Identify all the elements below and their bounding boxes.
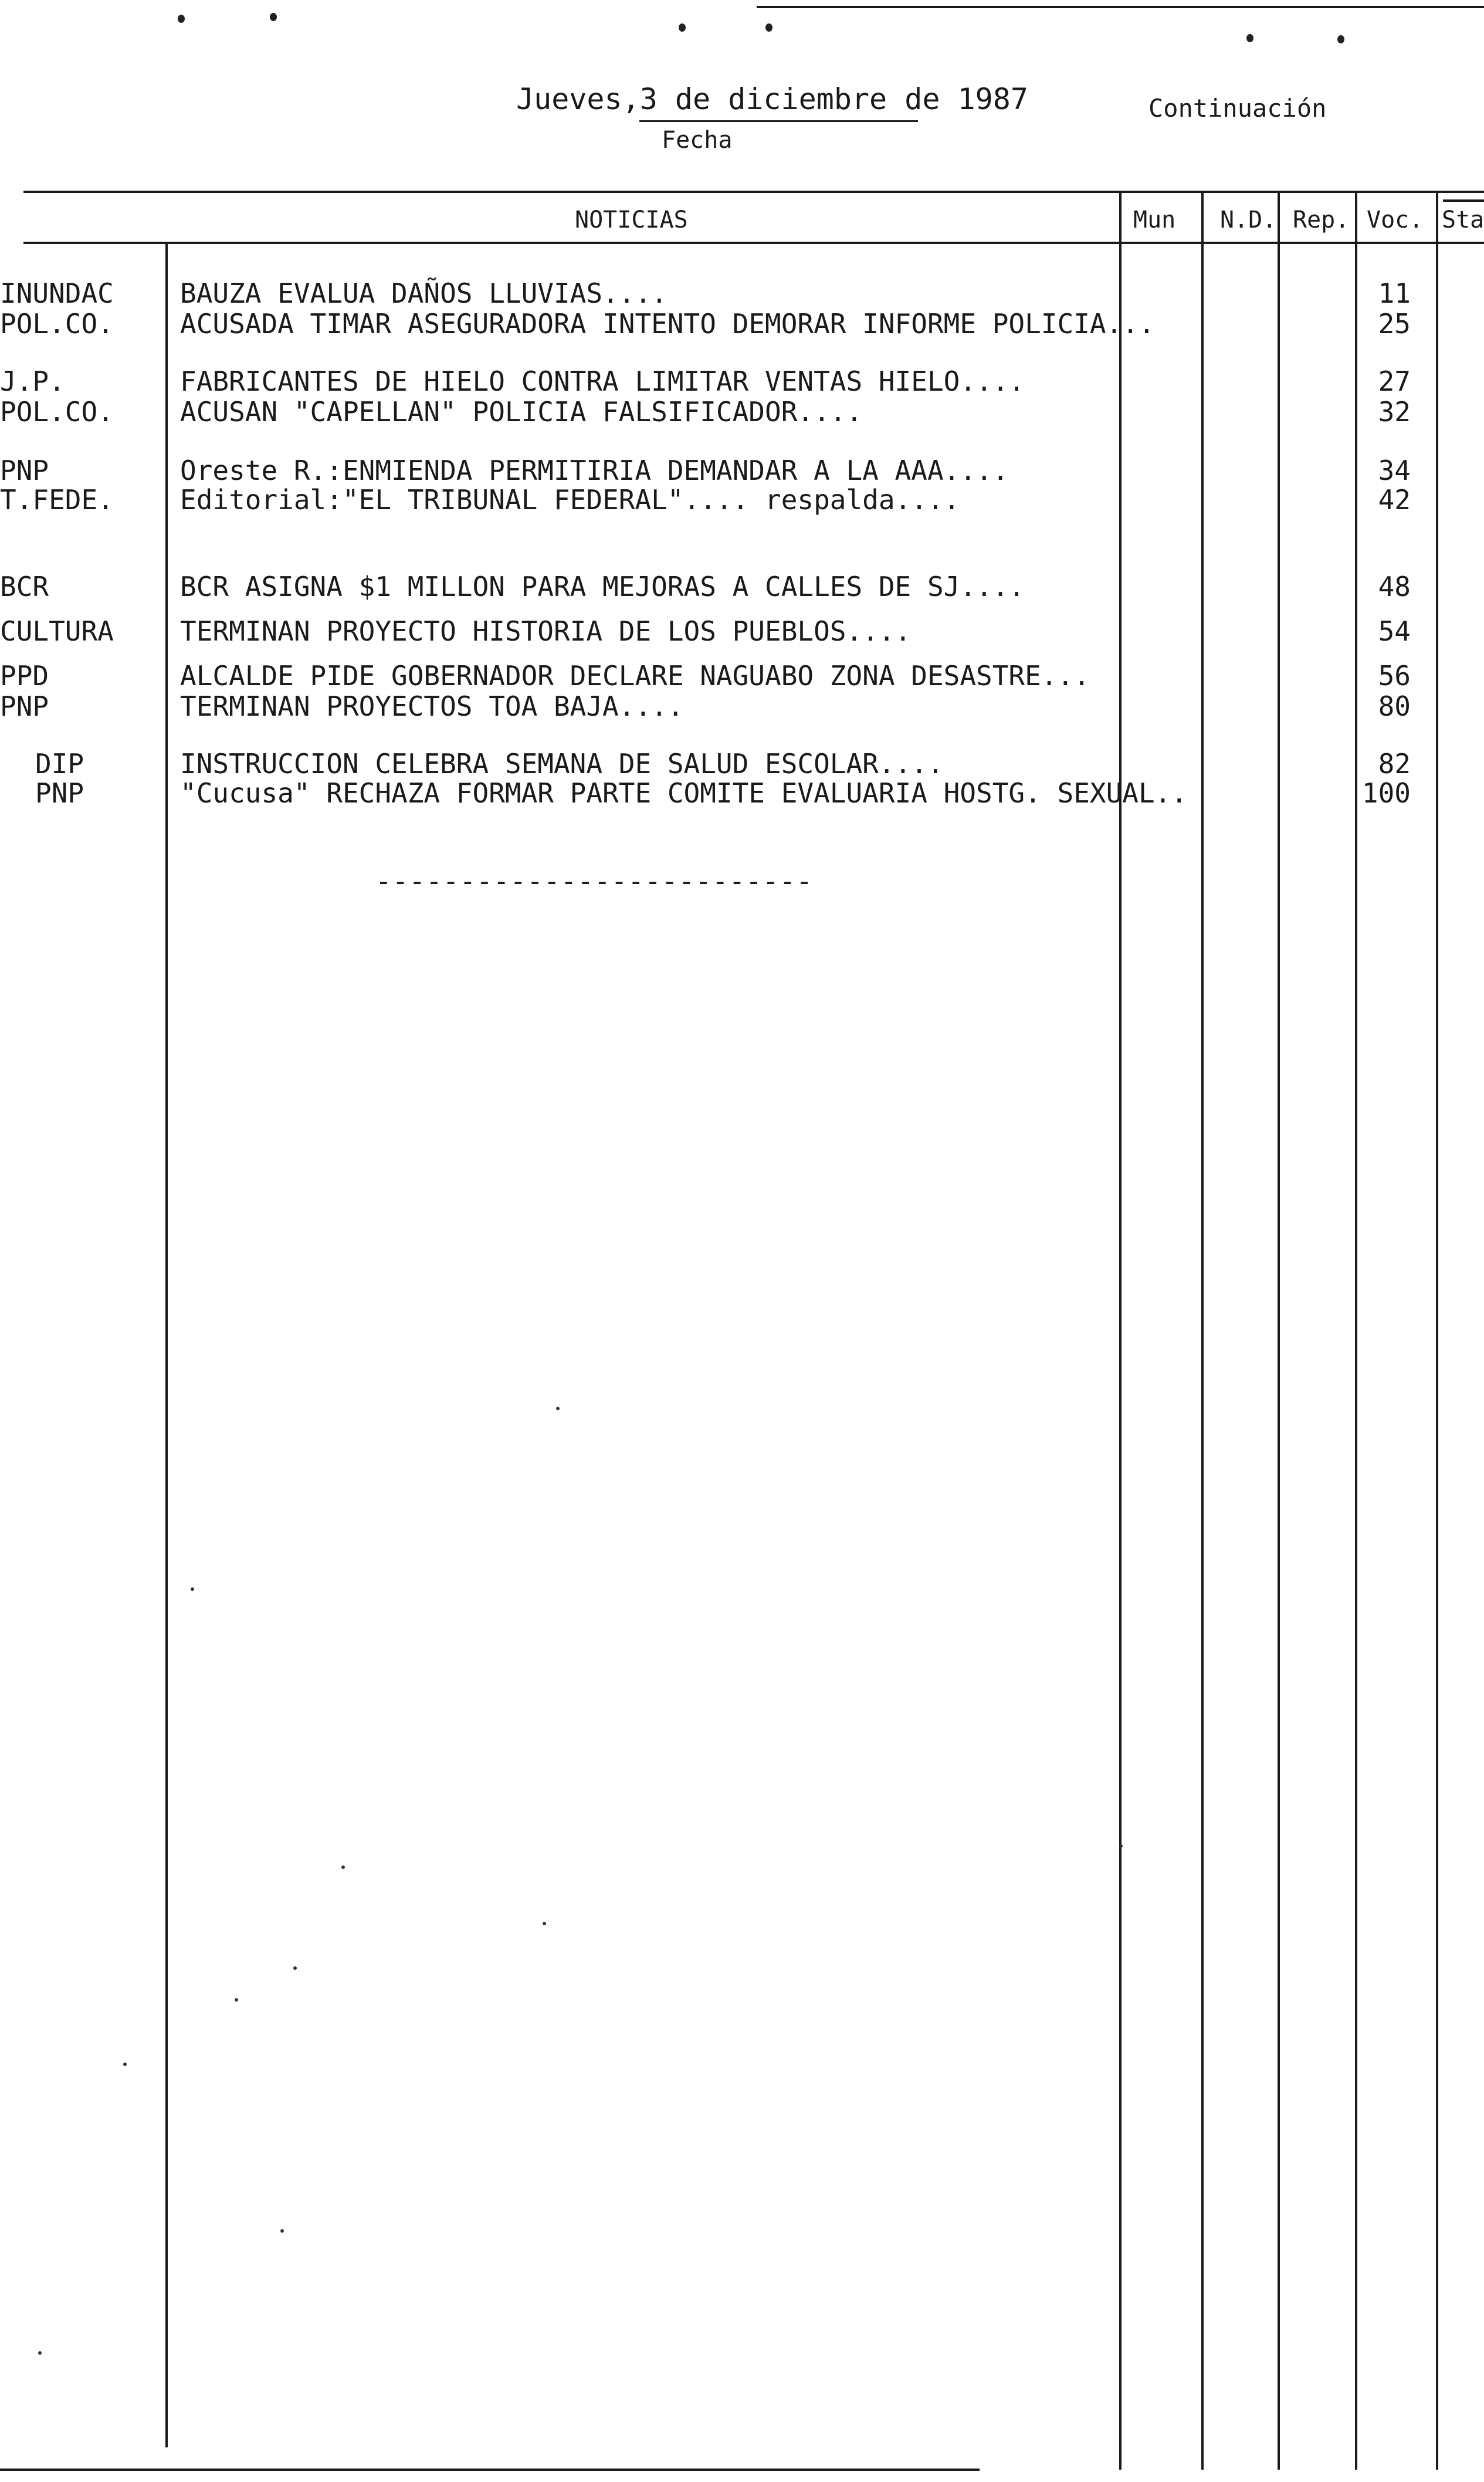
table-row [0, 691, 1484, 722]
binder-hole-mark [765, 23, 773, 32]
news-title: ACUSADA TIMAR ASEGURADORA INTENTO DEMORAR INFORME POLICIA... [180, 308, 1155, 340]
section-code: BCR [0, 571, 49, 602]
table-row [0, 778, 1484, 808]
table-row [0, 661, 1484, 691]
section-code: PNP [0, 690, 49, 722]
scan-speck [293, 1966, 297, 1970]
news-title: BAUZA EVALUA DAÑOS LLUVIAS.... [180, 277, 668, 309]
section-code: PNP [0, 455, 49, 486]
date-heading: Jueves,3 de diciembre de 1987 [516, 82, 1028, 116]
page-number: 56 [1378, 660, 1411, 692]
news-title: Oreste R.:ENMIENDA PERMITIRIA DEMANDAR A LA AAA.... [180, 455, 1009, 486]
page-number: 32 [1378, 396, 1411, 428]
section-code: DIP [35, 748, 84, 780]
column-header-sta: Sta [1442, 206, 1484, 233]
section-code: POL.CO. [0, 308, 114, 340]
date-label: Fecha [662, 127, 733, 154]
page-number: 82 [1378, 748, 1411, 780]
section-code: PPD [0, 660, 49, 692]
table-header-tick [1443, 199, 1484, 202]
news-title: "Cucusa" RECHAZA FORMAR PARTE COMITE EVALUARIA HOSTG. SEXUAL.. [180, 777, 1188, 809]
news-title: INSTRUCCION CELEBRA SEMANA DE SALUD ESCOLAR.... [180, 748, 944, 780]
news-title: ACUSAN "CAPELLAN" POLICIA FALSIFICADOR.... [180, 396, 863, 428]
section-code: J.P. [0, 365, 65, 397]
column-header-mun: Mun [1133, 206, 1176, 233]
bottom-edge-rule [0, 2469, 980, 2471]
scan-speck [235, 1998, 238, 2002]
end-separator: -------------------------- [375, 865, 814, 897]
page-number: 100 [1361, 777, 1411, 809]
scan-speck [280, 2229, 284, 2233]
rep-column-divider [1278, 191, 1280, 2470]
table-header-rule [23, 242, 1484, 244]
column-header-noticias: NOTICIAS [575, 206, 688, 233]
table-row [0, 309, 1484, 339]
date-underline [639, 120, 918, 122]
page-number: 11 [1378, 277, 1411, 309]
page-number: 48 [1378, 571, 1411, 602]
news-title: BCR ASIGNA $1 MILLON PARA MEJORAS A CALLES DE SJ.... [180, 571, 1025, 602]
table-row [0, 485, 1484, 515]
scan-speck [123, 2063, 127, 2066]
table-row [0, 278, 1484, 309]
section-code: INUNDAC [0, 277, 114, 309]
mun-column-divider [1119, 191, 1122, 2470]
continuation-label: Continuación [1148, 94, 1327, 123]
section-code: PNP [35, 777, 84, 809]
sta-column-divider [1436, 191, 1438, 2470]
binder-hole-mark [1337, 35, 1344, 43]
table-row [0, 571, 1484, 602]
table-row [0, 366, 1484, 397]
page-number: 25 [1378, 308, 1411, 340]
table-row [0, 749, 1484, 779]
page-number: 42 [1378, 484, 1411, 516]
table-row [0, 616, 1484, 646]
page-number: 34 [1378, 455, 1411, 486]
voc-column-divider [1355, 191, 1357, 2470]
section-code: T.FEDE. [0, 484, 114, 516]
news-title: ALCALDE PIDE GOBERNADOR DECLARE NAGUABO ZONA DESASTRE... [180, 660, 1090, 692]
binder-hole-mark [1246, 34, 1253, 42]
binder-hole-mark [679, 23, 686, 32]
news-title: Editorial:"EL TRIBUNAL FEDERAL".... respalda.... [180, 484, 960, 516]
scan-speck [543, 1922, 546, 1925]
column-header-voc: Voc. [1367, 206, 1424, 233]
binder-hole-mark [178, 15, 185, 23]
column-header-nd: N.D. [1220, 206, 1277, 233]
scan-speck [1119, 1844, 1123, 1848]
top-edge-rule [757, 6, 1484, 8]
scan-speck [556, 1407, 560, 1410]
section-code: POL.CO. [0, 396, 114, 428]
news-title: TERMINAN PROYECTOS TOA BAJA.... [180, 690, 684, 722]
page-number: 27 [1378, 365, 1411, 397]
section-code: CULTURA [0, 615, 114, 647]
page-number: 54 [1378, 615, 1411, 647]
scan-speck [38, 2351, 42, 2355]
scan-speck [191, 1587, 194, 1591]
table-row [0, 397, 1484, 427]
nd-column-divider [1201, 191, 1204, 2470]
binder-hole-mark [270, 13, 277, 21]
column-header-rep: Rep. [1293, 206, 1350, 233]
scan-speck [341, 1865, 345, 1869]
news-title: FABRICANTES DE HIELO CONTRA LIMITAR VENTAS HIELO.... [180, 365, 1025, 397]
page-number: 80 [1378, 690, 1411, 722]
table-row [0, 455, 1484, 486]
news-title: TERMINAN PROYECTO HISTORIA DE LOS PUEBLOS.... [180, 615, 912, 647]
table-top-rule [23, 191, 1484, 193]
